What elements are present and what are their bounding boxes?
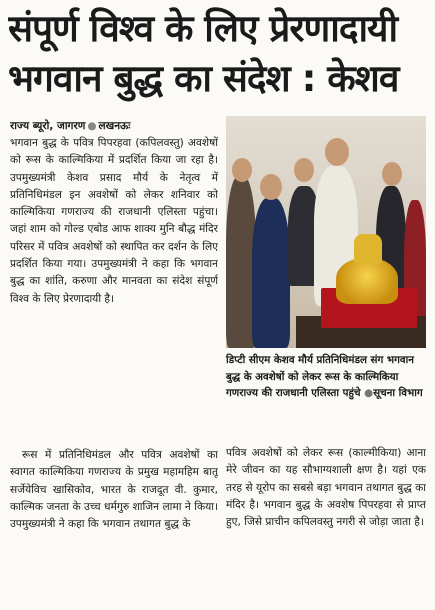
article-column-left-top [10,135,218,445]
headline-line-1: संपूर्ण विश्व के लिए प्रेरणादायी [8,7,398,50]
bullet-icon: ● [364,387,374,399]
paragraph: भगवान बुद्ध के पवित्र पिपरहवा (कपिलवस्तु) अवशेषों को रूस के काल्मिकिया में प्रदर्शित किया जा रहा है। उपमुख्यमंत्री केशव प्रसाद मौर्य के नेतृत्व में प्रतिनिधिमंडल इन अवशेषों को लेकर शनिवार को काल्मिकिया गणराज्य की राजधानी एलिस्ता पहुंचा। जहां शाम को गोल्ड एबोड आफ शाक्य मुनि बौद्ध मंदिर परिसर में पवित्र अवशेषों को स्थापित कर दर्शन के लिए प्रदर्शित किया गया। उपमुख्यमंत्री ने कहा कि भगवान बुद्ध का शांति, करुणा और मानवता का संदेश संपूर्ण विश्व के लिए प्रेरणादायी है। [10,137,218,305]
article-column-right-bottom [226,445,426,609]
paragraph: रूस में प्रतिनिधिमंडल और पवित्र अवशेषों का स्वागत काल्मिकिया गणराज्य के प्रमुख महामहिम बातू सर्जेयेविच खासिकोव, भारत के राजदूत वी. कुमार, काल्मिक जनता के उच्च धर्मगुरु शाजिन लामा ने किया। उपमुख्यमंत्री ने कहा कि भगवान तथागत बुद्ध के [10,449,218,531]
photo-credit: सूचना विभाग [373,387,423,399]
byline-bureau: राज्य ब्यूरो, जागरण [10,120,86,132]
caption-text: डिप्टी सीएम केशव मौर्य प्रतिनिधिमंडल संग भगवान बुद्ध के अवशेषों को लेकर रूस के काल्मिकिया गणराज्य की राजधानी एलिस्ता पहुंचे [226,354,414,399]
paragraph: पवित्र अवशेषों को लेकर रूस (काल्मीकिया) आना मेरे जीवन का यह सौभाग्यशाली क्षण है। यहां एक तरह से यूरोप का सबसे बड़ा भगवान तथागत बुद्ध का मंदिर है। भगवान बुद्ध के अवशेष पिपरहवा से प्राप्त हुए, जिसे प्राचीन कपिलवस्तु नगरी से जोड़ा जाता है। [226,447,426,529]
article-column-left-bottom [10,447,218,609]
byline [10,118,220,135]
byline-place: लखनऊः [98,120,131,132]
news-photo [226,116,426,348]
headline [8,4,428,104]
headline-line-2: भगवान बुद्ध का संदेश : केशव [8,57,399,100]
bullet-icon: ● [87,120,97,132]
photo-caption [226,352,426,402]
